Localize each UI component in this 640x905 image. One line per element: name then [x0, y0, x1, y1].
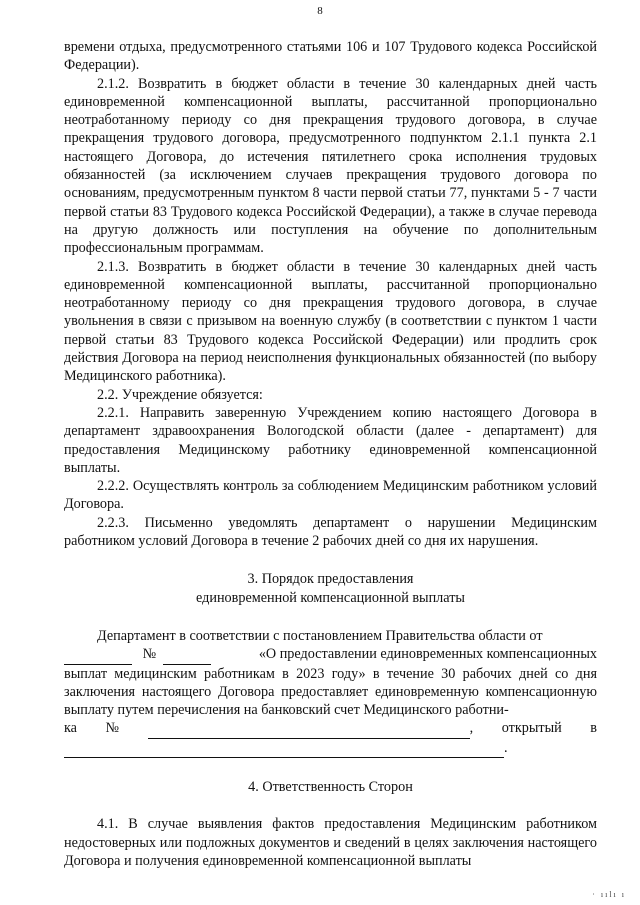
- footer-marks: · ıılı ı: [592, 890, 626, 899]
- section-3-line-1: Департамент в соответствии с постановлением Правительства области от: [97, 627, 543, 644]
- section-3-blank-row: [64, 645, 597, 664]
- number-sign: №: [142, 646, 157, 663]
- v-text: в: [590, 720, 597, 737]
- bank-row: .: [64, 739, 597, 758]
- date-blank: [64, 645, 132, 664]
- number-blank: [163, 645, 211, 664]
- section-3-account-row: ка № , открытый в: [64, 719, 597, 738]
- clause-2-1-3: 2.1.3. Возвратить в бюджет области в течение 30 календарных дней часть единовременной компенсационной выплаты, рассчитанной пропорционально неотработанному периоду со дня прекращения трудового договора, в случае увольнения в связи с призывом на военную службу (в соответствии с пунктом 1 части первой статьи 83 Трудового кодекса Российской Федерации) или продлить срок действия Договора на период неисполнения функциональных обязанностей (по выбору Медицинского работника).: [64, 258, 597, 385]
- number-sign-2: №: [105, 720, 120, 737]
- clause-2-2-3: 2.2.3. Письменно уведомлять департамент о нарушении Медицинским работником условий Договора в течение 2 рабочих дней со дня их нарушения.: [64, 514, 597, 550]
- ka-text: ка: [64, 720, 77, 737]
- bank-blank: [64, 739, 504, 758]
- clause-2-2-1: 2.2.1. Направить заверенную Учреждением копию настоящего Договора в департамент здравоохранения Вологодской области (далее - департамент) для предоставления Медицинскому работнику единовременной компенсационной выплаты.: [64, 404, 597, 476]
- clause-2-1-2: 2.1.2. Возвратить в бюджет области в течение 30 календарных дней часть единовременной компенсационной выплаты, рассчитанной пропорционально неотработанному периоду со дня прекращения трудового договора, в случае прекращения трудового договора, предусмотренного подпунктом 2.1.1 пункта 2.1 настоящего Договора, до истечения пятилетнего срока исполнения трудовых обязанностей (за исключением случаев прекращения трудового договора по основаниям, предусмотренным пунктом 8 части первой статьи 77, пунктами 5 - 7 части первой статьи 83 Трудового кодекса Российской Федерации), а также в случае перевода на другую должность или поступления на обучение по дополнительным профессиональным программам.: [64, 75, 597, 257]
- paragraph-continuation: времени отдыха, предусмотренного статьями 106 и 107 Трудового кодекса Российской Федерации).: [64, 39, 597, 74]
- decree-title-start: «О предоставлении единовременных компенсационных: [258, 646, 597, 663]
- section-3-text: выплат медицинским работникам в 2023 году» в течение 30 рабочих дней со дня заключения настоящего Договора предоставляет единовременную компенсационную выплату путем перечисления на банковский счет Медицинского работни-: [64, 665, 597, 719]
- section-3-heading-line-1: 3. Порядок предоставления: [247, 571, 414, 588]
- document-body: [64, 38, 597, 870]
- opened-text: открытый: [501, 720, 562, 737]
- clause-2-2-2: 2.2.2. Осуществлять контроль за соблюдением Медицинским работником условий Договора.: [64, 478, 597, 513]
- account-blank: [148, 719, 470, 738]
- section-4-heading: 4. Ответственность Сторон: [248, 778, 413, 795]
- clause-4-1: 4.1. В случае выявления фактов предоставления Медицинским работником недостоверных или подложных документов и сведений в целях заключения настоящего Договора и получения единовременной компенсационной выплаты: [64, 816, 597, 869]
- clause-2-2: 2.2. Учреждение обязуется:: [97, 386, 263, 403]
- section-3-heading-line-2: единовременной компенсационной выплаты: [196, 589, 465, 606]
- page-number: 8: [317, 5, 323, 17]
